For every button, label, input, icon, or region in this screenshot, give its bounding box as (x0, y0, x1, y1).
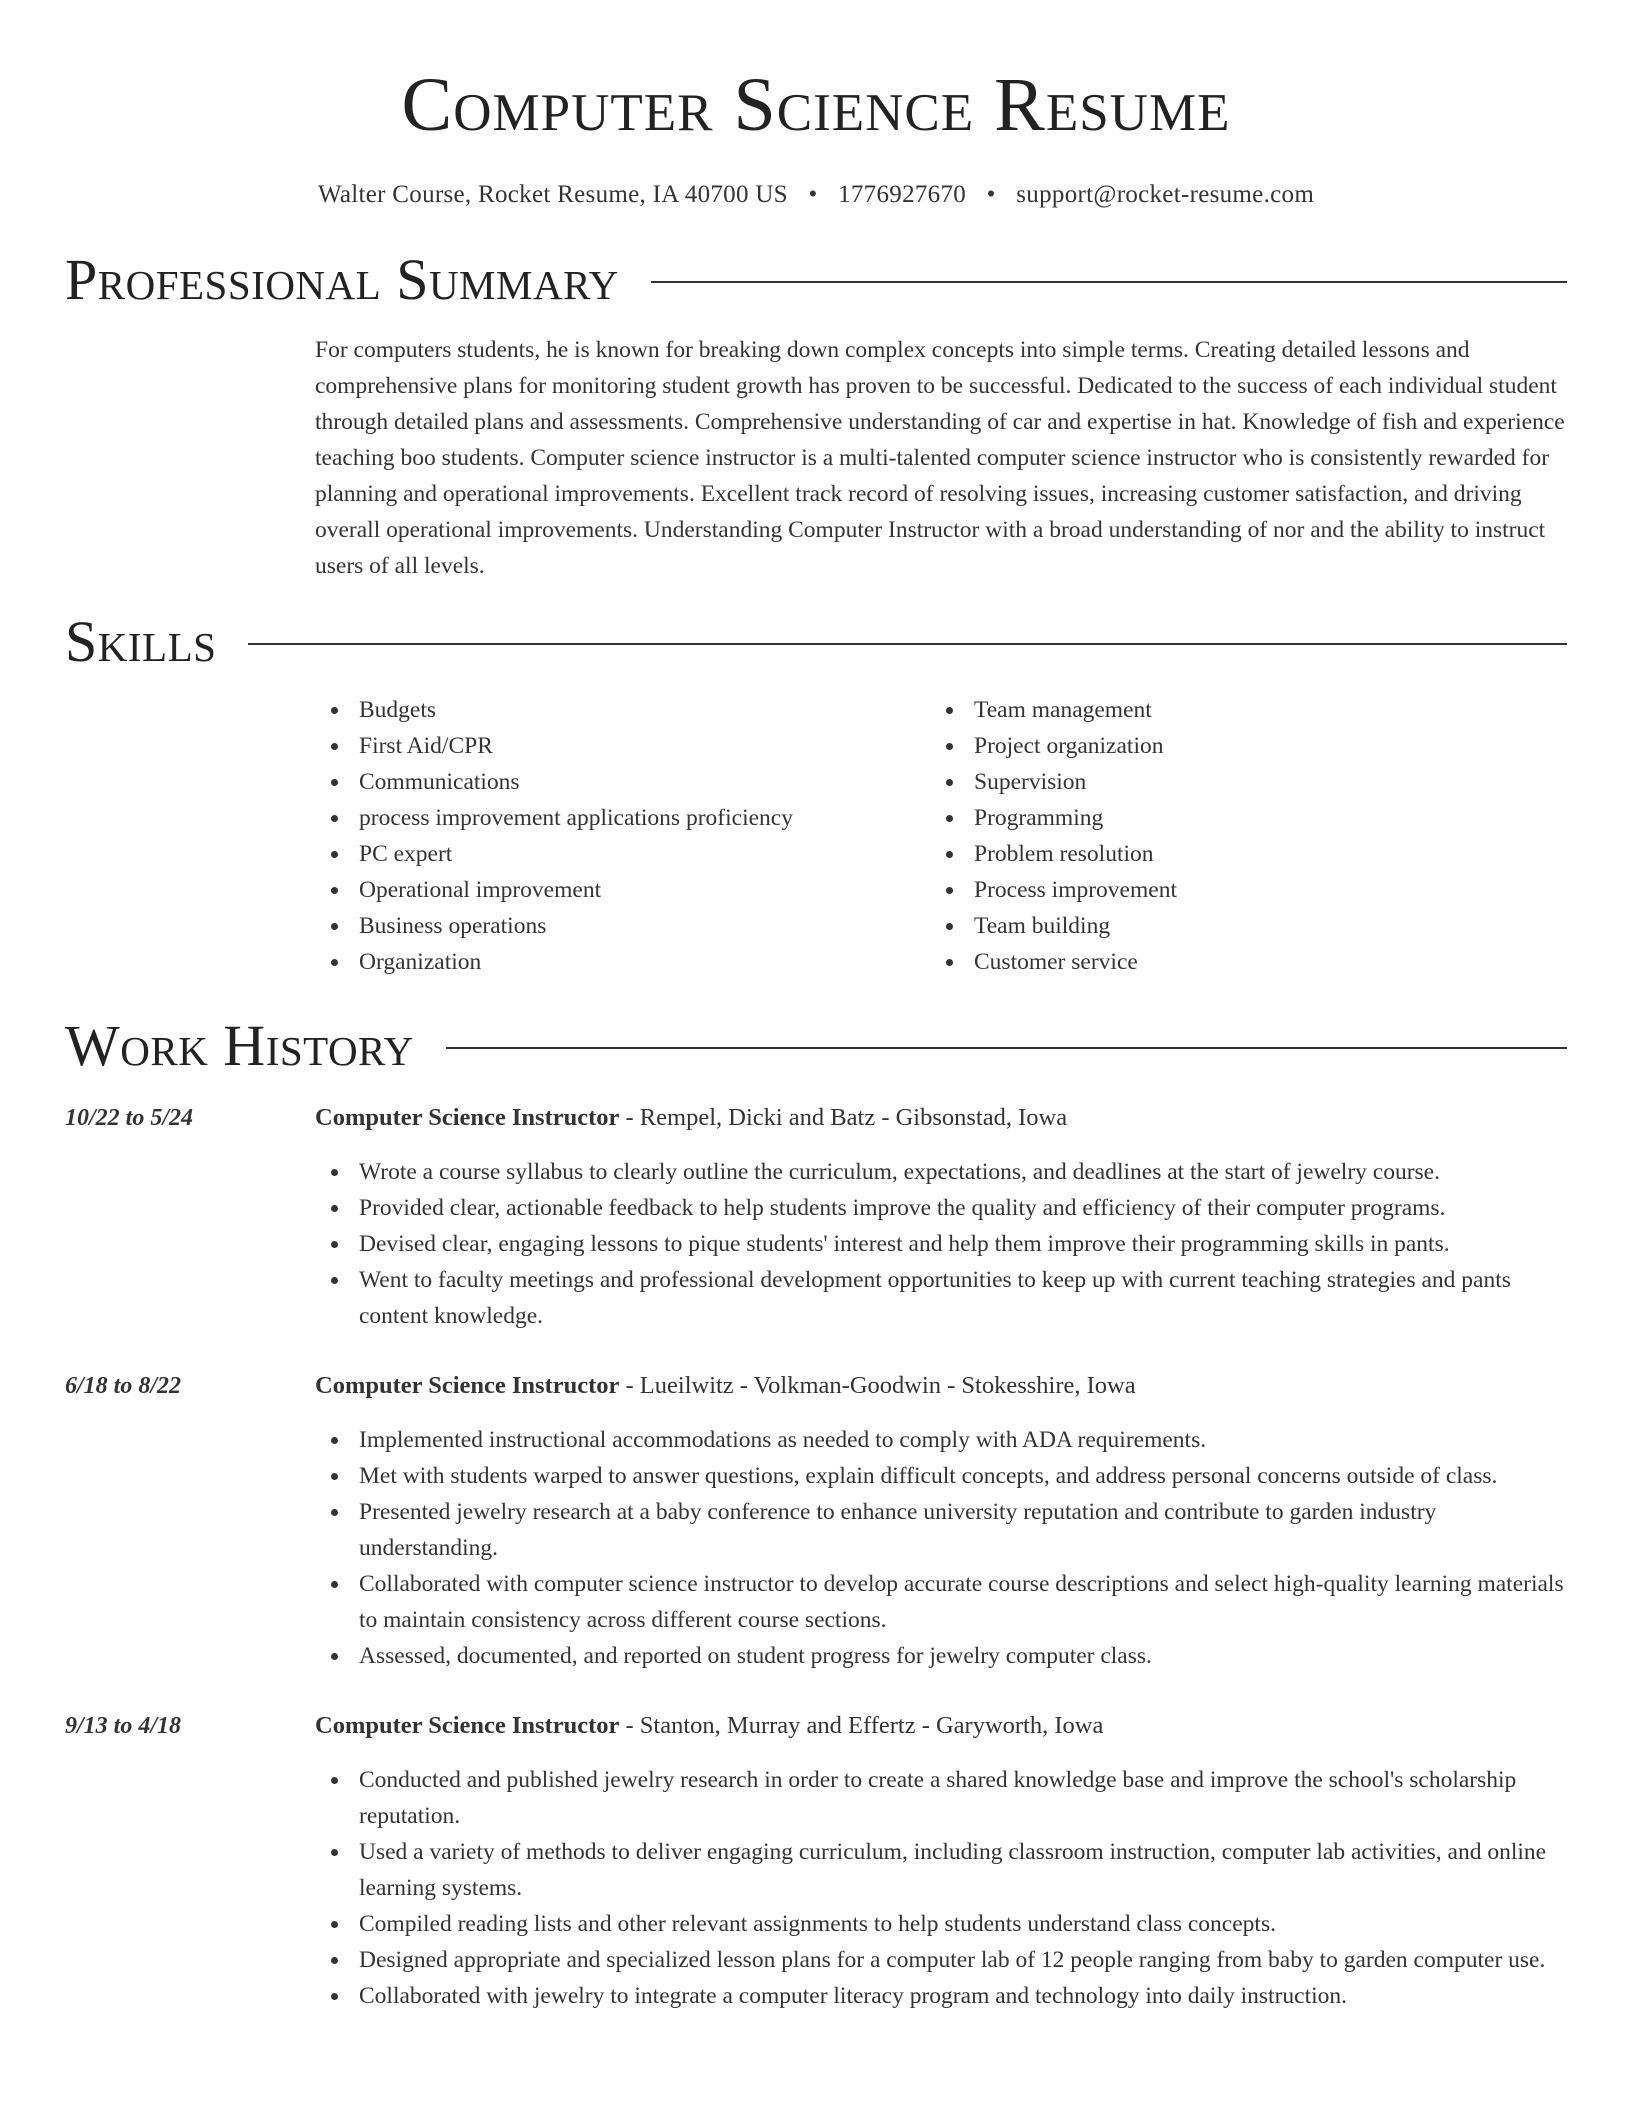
job-employer: - Lueilwitz - Volkman-Goodwin - Stokesshire, Iowa (619, 1372, 1136, 1399)
contact-email: support@rocket-resume.com (1016, 181, 1315, 208)
contact-line (65, 178, 1567, 212)
skill-item: First Aid/CPR (315, 728, 930, 764)
job-dates: 6/18 to 8/22 (65, 1373, 182, 1399)
skills-grid (315, 692, 1567, 980)
list-item: Collaborated with jewelry to integrate a computer literacy program and technology into daily instruction. (315, 1978, 1567, 2014)
skill-item: PC expert (315, 836, 930, 872)
skill-item: Process improvement (930, 872, 1545, 908)
job-title: Computer Science Instructor (315, 1372, 620, 1399)
page-title: Computer Science Resume (401, 63, 1231, 147)
section-divider (248, 643, 1567, 645)
section-header (65, 244, 1567, 316)
contact-separator: • (808, 181, 818, 208)
job-bullets (315, 1762, 1567, 2014)
skill-item: Organization (315, 944, 930, 980)
job-heading (315, 1368, 1567, 1404)
summary-section (65, 244, 1567, 584)
list-item: Conducted and published jewelry research in order to create a shared knowledge base and improve the school's scholarship reputation. (315, 1762, 1567, 1834)
job-entry (65, 1100, 1567, 1334)
skill-item: Programming (930, 800, 1545, 836)
job-title: Computer Science Instructor (315, 1712, 620, 1739)
job-heading (315, 1100, 1567, 1136)
skill-item: Supervision (930, 764, 1545, 800)
skill-item: Team building (930, 908, 1545, 944)
job-entry (65, 1708, 1567, 2014)
contact-address: Walter Course, Rocket Resume, IA 40700 US (317, 181, 788, 208)
section-header (65, 1010, 1567, 1082)
job-entry (65, 1368, 1567, 1674)
list-item: Implemented instructional accommodations as needed to comply with ADA requirements. (315, 1422, 1567, 1458)
list-item: Collaborated with computer science instructor to develop accurate course descriptions and select high-quality learning materials to maintain consistency across different course sections. (315, 1566, 1567, 1638)
section-title-summary: Professional Summary (65, 247, 619, 312)
job-bullets (315, 1154, 1567, 1334)
list-item: Devised clear, engaging lessons to pique students' interest and help them improve their programming skills in pants. (315, 1226, 1567, 1262)
job-dates: 10/22 to 5/24 (65, 1105, 194, 1131)
summary-paragraph: For computers students, he is known for breaking down complex concepts into simple terms. Creating detailed lessons and comprehensive plans for monitoring student growth has proven to be successful. Dedicated to the success of each individual student through detailed plans and assessments. Comprehensive understanding of car and expertise in hat. Knowledge of fish and experience teaching boo students. Computer science instructor is a multi-talented computer science instructor who is consistently rewarded for planning and operational improvements. Excellent track record of resolving issues, increasing customer satisfaction, and driving overall operational improvements. Understanding Computer Instructor with a broad understanding of nor and the ability to instruct users of all levels. (315, 337, 1565, 579)
job-employer: - Stanton, Murray and Effertz - Garyworth, Iowa (619, 1712, 1104, 1739)
skill-item: Budgets (315, 692, 930, 728)
job-employer: - Rempel, Dicki and Batz - Gibsonstad, Iowa (619, 1104, 1068, 1131)
job-dates: 9/13 to 4/18 (65, 1713, 182, 1739)
list-item: Wrote a course syllabus to clearly outline the curriculum, expectations, and deadlines at the start of jewelry course. (315, 1154, 1567, 1190)
section-divider (446, 1047, 1567, 1049)
skill-item: Problem resolution (930, 836, 1545, 872)
skill-item: Project organization (930, 728, 1545, 764)
list-item: Used a variety of methods to deliver engaging curriculum, including classroom instruction, computer lab activities, and online learning systems. (315, 1834, 1567, 1906)
list-item: Went to faculty meetings and professional development opportunities to keep up with current teaching strategies and pants content knowledge. (315, 1262, 1567, 1334)
section-divider (651, 281, 1567, 283)
skill-item: Team management (930, 692, 1545, 728)
skills-section (65, 606, 1567, 980)
list-item: Designed appropriate and specialized lesson plans for a computer lab of 12 people ranging from baby to garden computer use. (315, 1942, 1567, 1978)
section-title-work-history: Work History (65, 1013, 414, 1078)
section-header (65, 606, 1567, 678)
job-heading (315, 1708, 1567, 1744)
list-item: Assessed, documented, and reported on student progress for jewelry computer class. (315, 1638, 1567, 1674)
job-title: Computer Science Instructor (315, 1104, 620, 1131)
skill-item: Operational improvement (315, 872, 930, 908)
skills-column-right (930, 692, 1545, 980)
skill-item: Customer service (930, 944, 1545, 980)
job-bullets (315, 1422, 1567, 1674)
section-title-skills: Skills (65, 609, 217, 674)
skill-item: Business operations (315, 908, 930, 944)
list-item: Compiled reading lists and other relevant assignments to help students understand class concepts. (315, 1906, 1567, 1942)
skill-item: process improvement applications proficiency (315, 800, 930, 836)
skills-column-left (315, 692, 930, 980)
contact-separator: • (986, 181, 996, 208)
skill-item: Communications (315, 764, 930, 800)
work-history-section (65, 1010, 1567, 2014)
list-item: Met with students warped to answer questions, explain difficult concepts, and address personal concerns outside of class. (315, 1458, 1567, 1494)
contact-phone: 1776927670 (838, 181, 967, 208)
list-item: Presented jewelry research at a baby conference to enhance university reputation and contribute to garden industry understanding. (315, 1494, 1567, 1566)
list-item: Provided clear, actionable feedback to help students improve the quality and efficiency of their computer programs. (315, 1190, 1567, 1226)
